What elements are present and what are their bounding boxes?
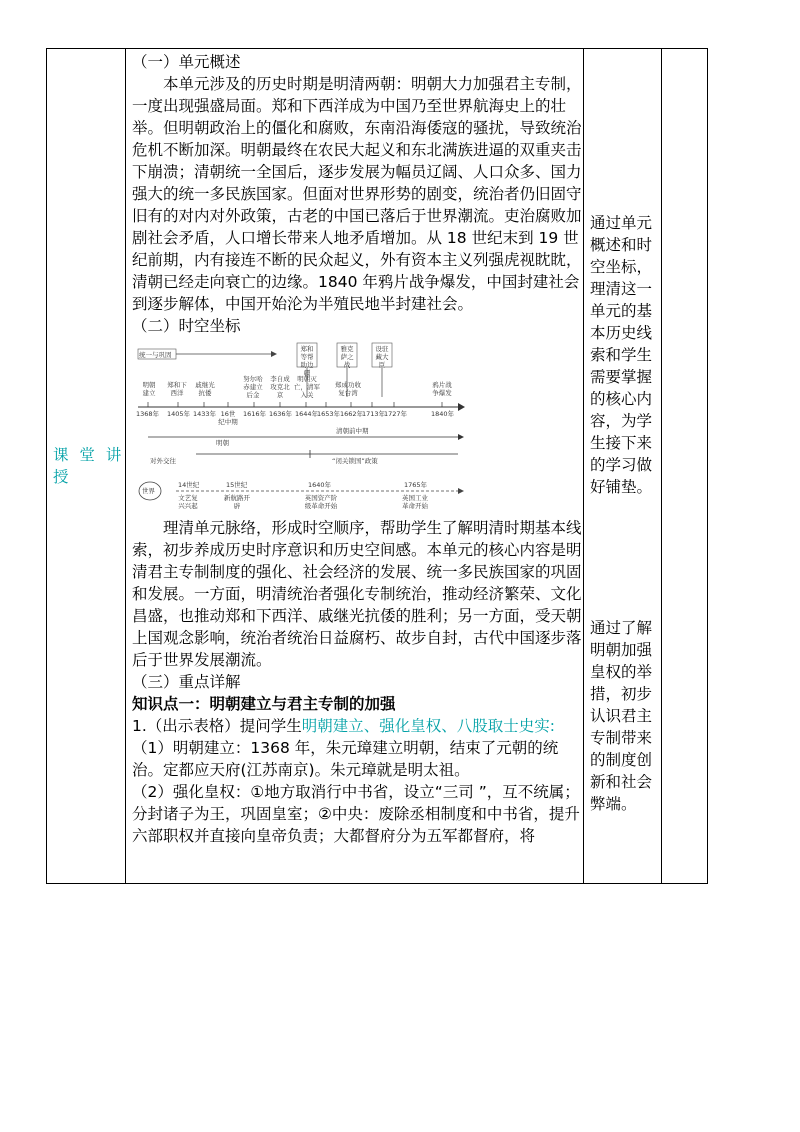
question-prefix: 1.（出示表格）提问学生	[132, 717, 302, 735]
timeline-foreign: 对外交往	[150, 457, 176, 465]
timeline-box-label: 郑和等帮助边疆	[300, 345, 314, 377]
world-year: 15世纪	[226, 481, 248, 489]
timeline-box-label: 雅克萨之战	[340, 345, 354, 369]
unit-overview-paragraph: 本单元涉及的历史时期是明清两朝：明朝大力加强君主专制，一度出现强盛局面。郑和下西洋成为中国乃至世界航海史上的壮举。但明朝政治上的僵化和腐败，东南沿海倭寇的骚扰，导致统治危机不断加深。明朝最终在农民大起义和东北满族进逼的双重夹击下崩溃；清朝统一全国后，逐步发展为幅员辽阔、人口众多、国力强大的统一多民族国家。但面对世界形势的剧变，统治者仍旧固守旧有的对内对外政策，古老的中国已落后于世界潮流。吏治腐败加剧社会矛盾，人口增长带来人地矛盾增加。从 18 世纪末到 19 世纪前期，内有接连不断的民众起义，外有资本主义列强虎视眈眈，清朝已经走向衰亡的边缘。1840 年鸦片战争爆发，中国封建社会到逐步解体，中国开始沦为半殖民地半封建社会。	[132, 75, 582, 313]
row-label: 课 堂 讲 授	[53, 446, 125, 486]
timeline-year: 1636年	[269, 410, 293, 418]
question-line	[132, 715, 582, 737]
timeline-event: 郑成功收复台湾	[335, 381, 361, 397]
timeline-event: 鸦片战争爆发	[432, 381, 452, 397]
timeline-top-label: 统一与巩固	[139, 351, 172, 359]
main-content	[132, 51, 582, 847]
detail-item: （1）明朝建立：1368 年，朱元璋建立明朝，结束了元朝的统治。定都应天府(江苏南京)。朱元璋就是明太祖。	[132, 739, 559, 779]
timeline-event: 明朝灭亡，清军入关	[294, 375, 320, 399]
detail-item: （2）强化皇权：①地方取消行中书省，设立“三司 ”，互不统属；分封诸子为王，巩固皇室；②中央：废除丞相制度和中书省，提升六部职权并直接向皇帝负责；大都督府分为五军都督府，将	[132, 783, 580, 845]
timeline-event: 戚继光抗倭	[195, 381, 215, 397]
timeline-event: 李自成攻克北京	[270, 375, 290, 399]
timeline-event: 郑和下西洋	[167, 381, 187, 397]
timeline-year: 1653年	[317, 410, 341, 418]
timeline-diagram	[136, 341, 466, 511]
column-divider	[583, 49, 584, 883]
timeline-policy: “闭关锁国”政策	[332, 457, 378, 465]
world-event: 英国资产阶级革命开始	[304, 494, 338, 510]
timeline-explanation-paragraph: 理清单元脉络，形成时空顺序，帮助学生了解明清时期基本线索，初步养成历史时序意识和历史空间感。本单元的核心内容是明清君主专制制度的强化、社会经济的发展、统一多民族国家的巩固和发展。一方面，明清统治者强化专制统治，推动经济繁荣、文化昌盛，也推动郑和下西洋、戚继光抗倭的胜利；另一方面，受天朝上国观念影响，统治者统治日益腐朽、故步自封，古代中国逐步落后于世界发展潮流。	[132, 519, 582, 669]
timeline-year: 1713年	[362, 410, 386, 418]
timeline-event: 努尔哈赤建立后金	[243, 375, 263, 399]
world-year: 14世纪	[178, 481, 200, 489]
timeline-period: 清朝前中期	[336, 427, 369, 435]
timeline-event: 明朝建立	[142, 381, 156, 397]
question-highlight: 明朝建立、强化皇权、八股取士史实:	[301, 717, 556, 735]
world-event: 新航路开辟	[224, 494, 250, 510]
world-year: 1765年	[404, 481, 428, 489]
timeline-year: 1644年	[295, 410, 319, 418]
timeline-period: 明朝	[216, 439, 229, 447]
timeline-year: 1433年	[193, 410, 217, 418]
timeline-year: 16世纪中期	[218, 410, 238, 426]
design-note: 通过了解明朝加强皇权的举措，初步认识君主专制带来的制度创新和社会弊端。	[590, 619, 653, 813]
timeline-year: 1616年	[243, 410, 267, 418]
timeline-year: 1662年	[340, 410, 364, 418]
timeline-year: 1727年	[384, 410, 408, 418]
timeline-year: 1840年	[431, 410, 455, 418]
column-divider	[661, 49, 662, 883]
timeline-box-label: 设驻藏大臣	[375, 345, 389, 369]
timeline-year: 1368年	[136, 410, 160, 418]
section-heading: （三）重点详解	[132, 673, 241, 691]
knowledge-point-title: 知识点一：明朝建立与君主专制的加强	[132, 695, 396, 713]
section-heading: （二）时空坐标	[132, 317, 241, 335]
world-year: 1640年	[308, 481, 332, 489]
lesson-table	[46, 48, 708, 884]
world-event: 英国工业革命开始	[402, 494, 428, 510]
section-heading: （一）单元概述	[132, 53, 241, 71]
timeline-year: 1405年	[167, 410, 191, 418]
world-badge: 世界	[142, 487, 155, 495]
design-note: 通过单元概述和时空坐标，理清这一单元的基本历史线索和学生需要掌握的核心内容，为学生接下来的学习做好铺垫。	[590, 214, 653, 496]
world-event: 文艺复兴兴起	[178, 494, 198, 510]
